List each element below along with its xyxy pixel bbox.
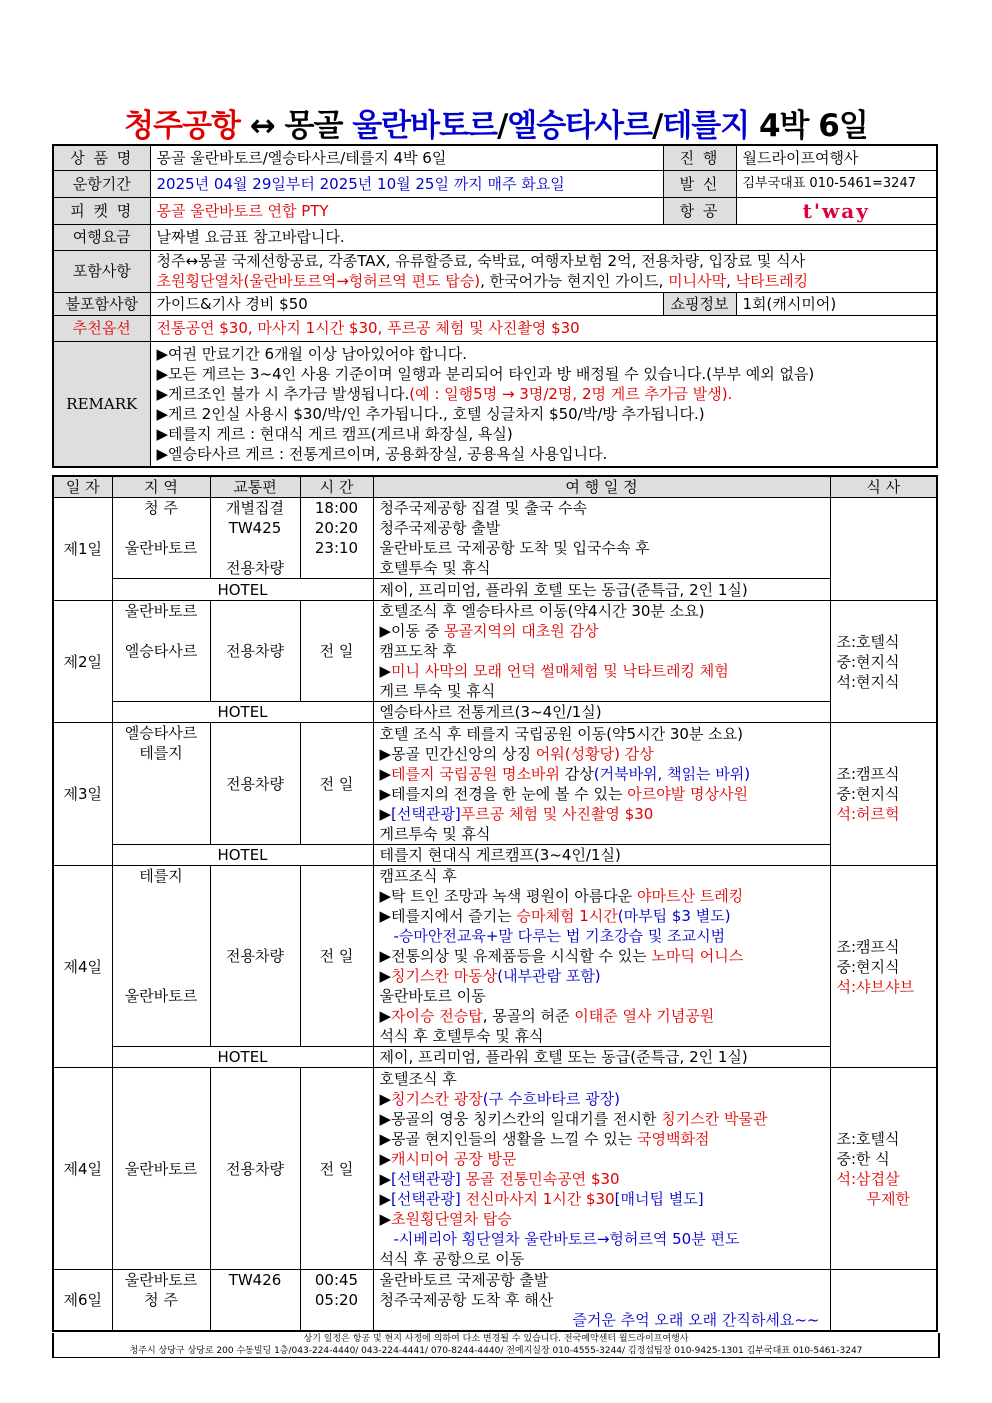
day1-meal: [830, 498, 937, 601]
day3-label: 제3일: [53, 723, 112, 866]
footer-notice: 상기 일정은 항공 및 현지 사정에 의하여 다소 변경될 수 있습니다. 전국예약센터 월드라이프여행사: [303, 1334, 689, 1344]
day5-region: 울란바토르: [112, 1068, 210, 1270]
fare-label: 여행요금: [53, 224, 150, 250]
itinerary-table: [52, 475, 938, 1332]
day1-label: 제1일: [53, 498, 112, 601]
day5-transport: 전용차량: [210, 1068, 300, 1270]
day2-hotel: 엘승타사르 전통게르(3~4인/1실): [373, 702, 830, 723]
day3-region: 엘승타사르 테를지: [112, 723, 210, 845]
options-label: 추천옵션: [53, 315, 150, 341]
day4-itinerary: 캠프조식 후 ▶탁 트인 조망과 녹색 평원이 아름다운 야마트산 트레킹 ▶테를지에서 즐기는 승마체험 1시간(마부팁 $3 별도) -승마안전교육+말 다루는 법 기초강습 및 조교시범 ▶전통의상 및 유제품등을 시식할 수 있는 노마딕 어니스 ▶칭기스칸 마동상(내부관람 포함) 울란바토르 이동 ▶자이승 전승탑, 몽골의 허준 이태준 열사 기념공원 석식 후 호텔투숙 및 휴식: [373, 866, 830, 1047]
period-label: 운항기간: [53, 170, 150, 197]
day1-hotel: 제이, 프리미엄, 플라워 호텔 또는 동급(준특급, 2인 1실): [373, 579, 830, 601]
product-name-label: 상 품 명: [53, 145, 150, 170]
header-itinerary: 여 행 일 정: [373, 476, 830, 498]
day5-itinerary: 호텔조식 후 ▶칭기스칸 광장(구 수흐바타르 광장) ▶몽골의 영웅 칭키스칸의 일대기를 전시한 칭기스칸 박물관 ▶몽골 현지인들의 생활을 느낄 수 있는 국영백화점 ▶캐시미어 공장 방문 ▶[선택관광] 몽골 전통민속공연 $30 ▶[선택관광] 전신마사지 1시간 $30[매너팁 별도] ▶초원횡단열차 탑승 -시베리아 횡단열차 울란바토르→헝허르역 50분 편도 석식 후 공항으로 이동: [373, 1068, 830, 1270]
ticket-value: 몽골 울란바토르 연합 PTY: [150, 197, 663, 224]
included-value: 청주↔몽골 국제선항공료, 각종TAX, 유류할증료, 숙박료, 여행자보험 2억, 전용차량, 입장료 및 식사 초원횡단열차(울란바토르역→헝허르역 편도 탑승), 한국어가능 현지인 가이드, 미니사막, 낙타트레킹: [150, 250, 937, 292]
remark-label: REMARK: [53, 341, 150, 467]
progress-value: 월드라이프여행사: [736, 145, 937, 170]
remark-item: ▶게르 2인실 사용시 $30/박/인 추가됩니다., 호텔 싱글차지 $50/박/방 추가됩니다.): [156, 404, 705, 423]
day6-itinerary: 울란바토르 국제공항 출발 청주국제공항 도착 후 해산 즐거운 추억 오래 오래 간직하세요~~: [373, 1270, 830, 1332]
day1-itinerary: 청주국제공항 집결 및 출국 수속 청주국제공항 출발 울란바토르 국제공항 도착 및 입국수속 후 호텔투숙 및 휴식: [373, 498, 830, 579]
issuer-value: 김부국대표 010-5461=3247: [736, 170, 937, 197]
product-name-value: 몽골 울란바토르/엘승타사르/테를지 4박 6일: [150, 145, 663, 170]
remark-item: ▶게르조인 불가 시 추가금 발생됩니다.(예 : 일행5명 → 3명/2명, 2명 게르 추가금 발생).: [156, 384, 733, 403]
header-transport: 교통편: [210, 476, 300, 498]
issuer-label: 발 신: [663, 170, 736, 197]
day4-transport: 전용차량: [210, 866, 300, 1047]
day4-time: 전 일: [300, 866, 373, 1047]
day5-meal: 조:호텔식 중:한 식 석:삼겹살 무제한: [830, 1068, 937, 1270]
day3-time: 전 일: [300, 723, 373, 845]
day2-region: 울란바토르 엘승타사르: [112, 601, 210, 702]
day4-hotel-label: HOTEL: [112, 1047, 373, 1068]
shopping-label: 쇼핑정보: [663, 292, 736, 315]
day3-transport: 전용차량: [210, 723, 300, 845]
day4-label: 제4일: [53, 866, 112, 1068]
day6-meal: [830, 1270, 937, 1332]
day5-time: 전 일: [300, 1068, 373, 1270]
header-region: 지 역: [112, 476, 210, 498]
airline-logo: t'way: [736, 197, 937, 224]
options-value: 전통공연 $30, 마사지 1시간 $30, 푸르공 체험 및 사진촬영 $30: [150, 315, 937, 341]
progress-label: 진 행: [663, 145, 736, 170]
header-meal: 식 사: [830, 476, 937, 498]
day1-hotel-label: HOTEL: [112, 579, 373, 601]
day2-time: 전 일: [300, 601, 373, 702]
day6-transport: TW426: [210, 1270, 300, 1332]
day5-label: 제4일: [53, 1068, 112, 1270]
day2-hotel-label: HOTEL: [112, 702, 373, 723]
day6-label: 제6일: [53, 1270, 112, 1332]
day2-meal: 조:호텔식 중:현지식 석:현지식: [830, 601, 937, 723]
day1-transport: 개별집결 TW425 전용차량: [210, 498, 300, 579]
day3-meal: 조:캠프식 중:현지식 석:허르헉: [830, 723, 937, 866]
day3-itinerary: 호텔 조식 후 테를지 국립공원 이동(약5시간 30분 소요) ▶몽골 민간신앙의 상징 어워(성황당) 감상 ▶테를지 국립공원 명소바위 감상(거북바위, 책읽는 바위) ▶테를지의 전경을 한 눈에 볼 수 있는 아르야발 명상사원 ▶[선택관광]푸르공 체험 및 사진촬영 $30 게르투숙 및 휴식: [373, 723, 830, 845]
remark-item: ▶모든 게르는 3~4인 사용 기준이며 일행과 분리되어 타인과 방 배정될 수 있습니다.(부부 예외 없음): [156, 364, 815, 383]
day1-time: 18:00 20:20 23:10: [300, 498, 373, 579]
excluded-label: 불포함사항: [53, 292, 150, 315]
remark-item: ▶여권 만료기간 6개월 이상 남아있어야 합니다.: [156, 344, 468, 363]
page-title: 청주공항 ↔ 몽골 울란바토르/엘승타사르/테를지 4박 6일: [124, 108, 868, 144]
airline-label: 항 공: [663, 197, 736, 224]
ticket-label: 피 켓 명: [53, 197, 150, 224]
day6-time: 00:45 05:20: [300, 1270, 373, 1332]
day3-hotel: 테를지 현대식 게르캠프(3~4인/1실): [373, 845, 830, 866]
fare-value: 날짜별 요금표 참고바랍니다.: [150, 224, 937, 250]
day3-hotel-label: HOTEL: [112, 845, 373, 866]
excluded-value: 가이드&기사 경비 $50: [150, 292, 663, 315]
day4-region: 테를지 울란바토르: [112, 866, 210, 1047]
shopping-value: 1회(캐시미어): [736, 292, 937, 315]
day2-transport: 전용차량: [210, 601, 300, 702]
day4-hotel: 제이, 프리미엄, 플라워 호텔 또는 동급(준특급, 2인 1실): [373, 1047, 830, 1068]
included-label: 포함사항: [53, 250, 150, 292]
period-value: 2025년 04월 29일부터 2025년 10월 25일 까지 매주 화요일: [150, 170, 663, 197]
day4-meal: 조:캠프식 중:현지식 석:샤브샤브: [830, 866, 937, 1068]
remark-list: [150, 341, 937, 467]
header-day: 일 자: [53, 476, 112, 498]
day6-region: 울란바토르 청 주: [112, 1270, 210, 1332]
product-info-table: [52, 144, 938, 468]
footer: [52, 1333, 940, 1358]
day1-region: 청 주 울란바토르: [112, 498, 210, 579]
header-time: 시 간: [300, 476, 373, 498]
day2-itinerary: 호텔조식 후 엘승타사르 이동(약4시간 30분 소요) ▶이동 중 몽골지역의 대초원 감상 캠프도착 후 ▶미니 사막의 모래 언덕 썰매체험 및 낙타트레킹 체험 게르 투숙 및 휴식: [373, 601, 830, 702]
footer-contact: 청주시 상당구 상당로 200 수동빌딩 1층/043-224-4440/ 043-224-4441/ 070-8244-4440/ 전예지실장 010-4555-3244/ 김정섭팀장 010-9425-1301 김부국대표 010-5461-3247: [129, 1346, 863, 1356]
remark-item: ▶테를지 게르 : 현대식 게르 캠프(게르내 화장실, 욕실): [156, 424, 513, 443]
remark-item: ▶엘승타사르 게르 : 전통게르이며, 공용화장실, 공용욕실 사용입니다.: [156, 444, 608, 463]
day2-label: 제2일: [53, 601, 112, 723]
